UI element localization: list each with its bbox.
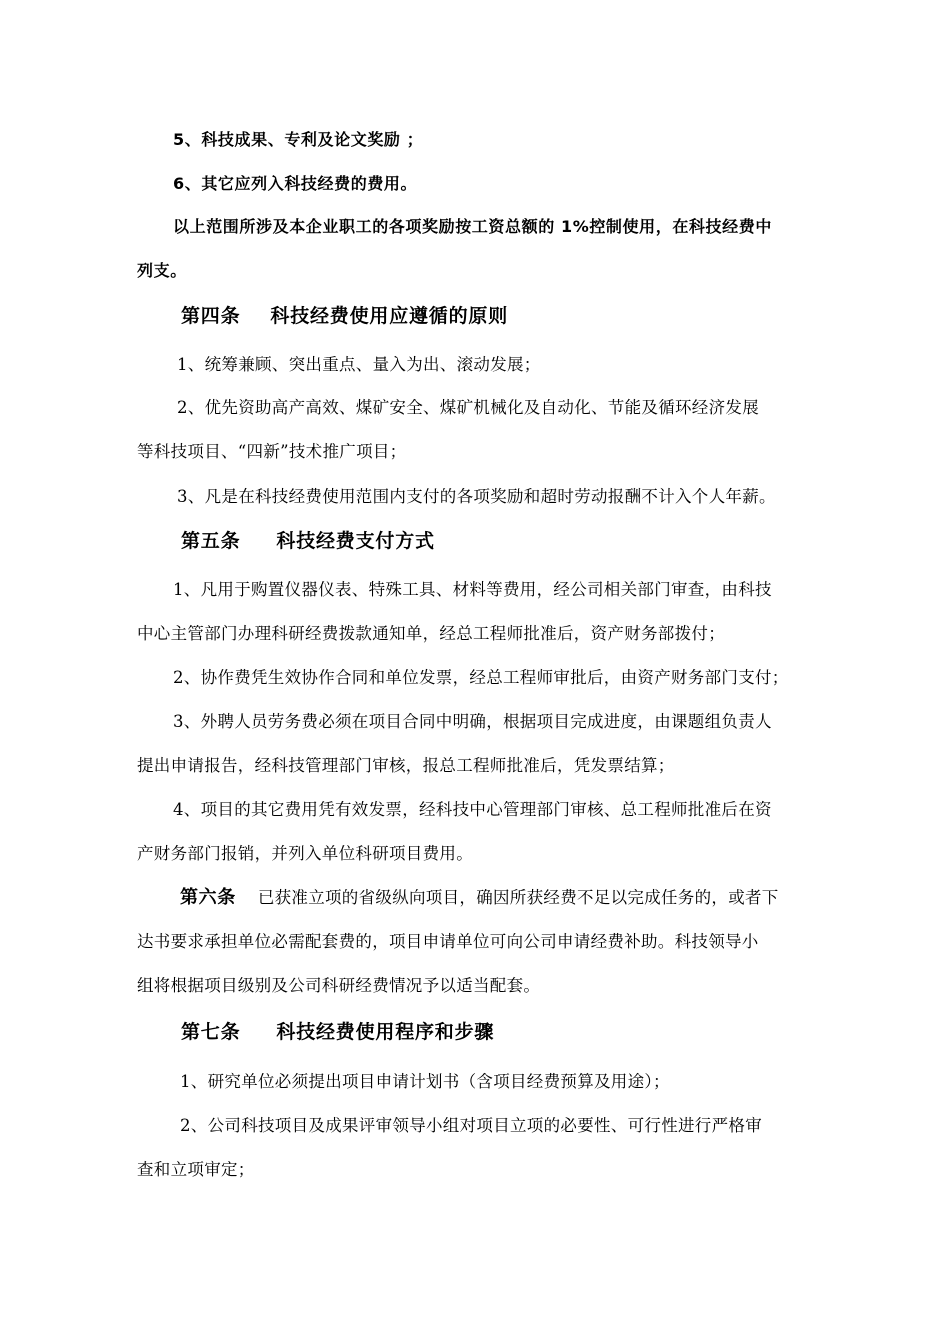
article-heading: [181, 530, 906, 552]
article-heading: [181, 305, 906, 327]
paragraph-text: 已获准立项的省级纵向项目，确因所获经费不足以完成任务的，或者下: [257, 888, 779, 907]
list-item-continuation: 等科技项目、“四新”技术推广项目；: [137, 442, 407, 461]
article-title: 科技经费支付方式: [276, 530, 435, 552]
list-item: 4、项目的其它费用凭有效发票，经科技中心管理部门审核、总工程师批准后在资: [173, 800, 772, 819]
list-item: 6、其它应列入科技经费的费用。: [173, 174, 418, 193]
list-item: 1、凡用于购置仪器仪表、特殊工具、材料等费用，经公司相关部门审查，由科技: [173, 580, 772, 599]
list-item-continuation: 提出申请报告，经科技管理部门审核，报总工程师批准后，凭发票结算；: [137, 756, 675, 775]
article-title: 科技经费使用应遵循的原则: [270, 305, 509, 327]
list-item: 2、优先资助高产高效、煤矿安全、煤矿机械化及自动化、节能及循环经济发展: [177, 398, 759, 417]
article-label: 第四条: [181, 305, 241, 327]
list-item-continuation: 中心主管部门办理科研经费拨款通知单，经总工程师批准后，资产财务部拨付；: [137, 624, 725, 643]
paragraph-line: 达书要求承担单位必需配套费的，项目申请单位可向公司申请经费补助。科技领导小: [137, 932, 759, 951]
article-label: 第七条: [181, 1021, 241, 1043]
article-label: 第五条: [181, 530, 241, 552]
list-item-continuation: 产财务部门报销，并列入单位科研项目费用。: [137, 844, 473, 863]
list-item: 3、外聘人员劳务费必须在项目合同中明确，根据项目完成进度，由课题组负责人: [173, 712, 772, 731]
article-paragraph: [180, 887, 905, 909]
paragraph-line: 以上范围所涉及本企业职工的各项奖励按工资总额的 1%控制使用，在科技经费中: [173, 217, 772, 236]
list-item: 2、公司科技项目及成果评审领导小组对项目立项的必要性、可行性进行严格审: [180, 1116, 762, 1135]
list-item: 1、统筹兼顾、突出重点、量入为出、滚动发展；: [177, 355, 541, 374]
article-title: 科技经费使用程序和步骤: [276, 1021, 495, 1043]
article-heading: [181, 1021, 906, 1043]
list-item: 3、凡是在科技经费使用范围内支付的各项奖励和超时劳动报酬不计入个人年薪。: [177, 487, 776, 506]
list-item: 1、研究单位必须提出项目申请计划书（含项目经费预算及用途）；: [180, 1072, 670, 1091]
paragraph-line: 列支。: [137, 261, 187, 280]
list-item: 2、协作费凭生效协作合同和单位发票，经总工程师审批后，由资产财务部门支付；: [173, 668, 789, 687]
article-label: 第六条: [180, 887, 236, 908]
paragraph-line: 组将根据项目级别及公司科研经费情况予以适当配套。: [137, 976, 541, 995]
list-item: 5、科技成果、专利及论文奖励 ；: [173, 130, 424, 149]
list-item-continuation: 查和立项审定；: [137, 1160, 255, 1179]
